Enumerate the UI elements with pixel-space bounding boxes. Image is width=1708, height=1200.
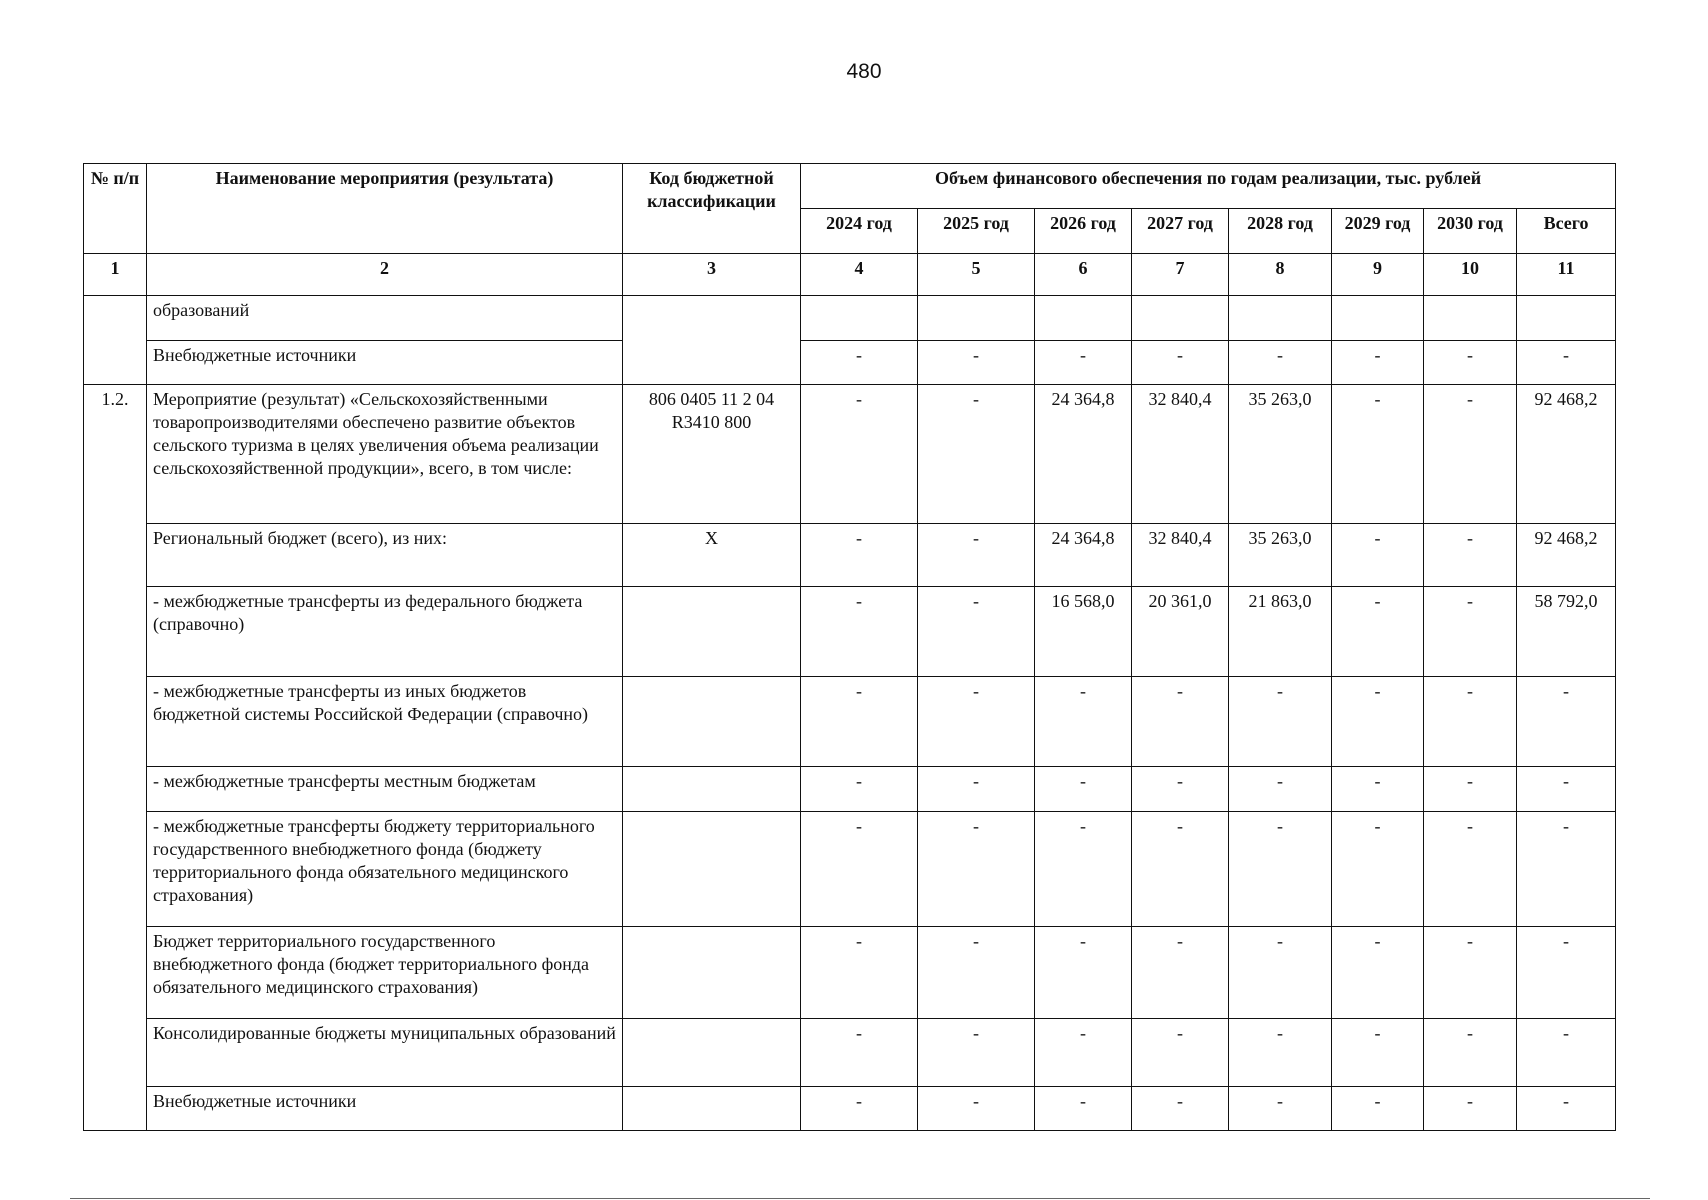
row-value: 24 364,8 bbox=[1035, 524, 1132, 587]
column-number: 8 bbox=[1229, 254, 1332, 296]
row-value: - bbox=[1332, 385, 1424, 524]
row-code bbox=[623, 812, 801, 927]
table-row bbox=[84, 927, 1616, 1019]
row-value: - bbox=[1424, 812, 1517, 927]
row-value: - bbox=[1132, 341, 1229, 385]
row-value: - bbox=[1229, 1019, 1332, 1087]
row-code bbox=[623, 1087, 801, 1131]
row-value bbox=[1229, 296, 1332, 341]
row-value: - bbox=[1424, 524, 1517, 587]
row-value: - bbox=[1424, 927, 1517, 1019]
table-row bbox=[84, 812, 1616, 927]
row-value bbox=[801, 296, 918, 341]
row-code bbox=[623, 767, 801, 812]
row-value: - bbox=[1132, 927, 1229, 1019]
row-code: 806 0405 11 2 04 R3410 800 bbox=[623, 385, 801, 524]
header-year: 2028 год bbox=[1229, 209, 1332, 254]
header-total: Всего bbox=[1517, 209, 1616, 254]
row-value: - bbox=[1035, 767, 1132, 812]
row-value bbox=[1424, 296, 1517, 341]
row-value: - bbox=[1332, 1019, 1424, 1087]
row-name: - межбюджетные трансферты местным бюджетам bbox=[147, 767, 623, 812]
row-num bbox=[84, 296, 147, 385]
row-value: - bbox=[918, 524, 1035, 587]
row-value: - bbox=[1332, 677, 1424, 767]
row-value: 32 840,4 bbox=[1132, 385, 1229, 524]
row-value: - bbox=[1035, 1087, 1132, 1131]
row-value: 32 840,4 bbox=[1132, 524, 1229, 587]
column-number: 6 bbox=[1035, 254, 1132, 296]
column-number: 1 bbox=[84, 254, 147, 296]
row-value: - bbox=[918, 927, 1035, 1019]
row-value: - bbox=[918, 812, 1035, 927]
table-row bbox=[84, 1087, 1616, 1131]
header-year: 2030 год bbox=[1424, 209, 1517, 254]
table-row bbox=[84, 767, 1616, 812]
row-value: - bbox=[1035, 677, 1132, 767]
row-value: - bbox=[1517, 1087, 1616, 1131]
row-value: - bbox=[1332, 767, 1424, 812]
row-value: - bbox=[1229, 767, 1332, 812]
row-value: 16 568,0 bbox=[1035, 587, 1132, 677]
row-value: 24 364,8 bbox=[1035, 385, 1132, 524]
row-value bbox=[1035, 296, 1132, 341]
row-value: - bbox=[1332, 587, 1424, 677]
row-value: - bbox=[1229, 927, 1332, 1019]
header-year: 2026 год bbox=[1035, 209, 1132, 254]
row-code bbox=[623, 587, 801, 677]
row-value: - bbox=[1132, 1019, 1229, 1087]
row-value: 21 863,0 bbox=[1229, 587, 1332, 677]
header-code: Код бюджетной классификации bbox=[623, 164, 801, 254]
row-value: - bbox=[1035, 812, 1132, 927]
row-value: - bbox=[801, 1087, 918, 1131]
row-value: - bbox=[801, 927, 918, 1019]
row-value: 35 263,0 bbox=[1229, 385, 1332, 524]
row-value: - bbox=[918, 1087, 1035, 1131]
row-value bbox=[918, 296, 1035, 341]
row-name: Внебюджетные источники bbox=[147, 1087, 623, 1131]
row-value: - bbox=[1132, 767, 1229, 812]
footer-divider bbox=[70, 1198, 1650, 1199]
column-number: 11 bbox=[1517, 254, 1616, 296]
column-number: 7 bbox=[1132, 254, 1229, 296]
table-row bbox=[84, 296, 1616, 341]
row-value: - bbox=[1035, 1019, 1132, 1087]
row-value: - bbox=[1132, 812, 1229, 927]
row-value: - bbox=[1517, 927, 1616, 1019]
row-value: - bbox=[801, 341, 918, 385]
row-name: - межбюджетные трансферты из федерального бюджета (справочно) bbox=[147, 587, 623, 677]
row-code bbox=[623, 677, 801, 767]
row-value: - bbox=[918, 385, 1035, 524]
row-value: 58 792,0 bbox=[1517, 587, 1616, 677]
row-value: - bbox=[1424, 385, 1517, 524]
row-value: - bbox=[918, 767, 1035, 812]
row-value: - bbox=[801, 812, 918, 927]
table-row bbox=[84, 524, 1616, 587]
table-row bbox=[84, 385, 1616, 524]
row-value: - bbox=[801, 767, 918, 812]
row-value: - bbox=[918, 677, 1035, 767]
row-value: - bbox=[801, 524, 918, 587]
row-value: 92 468,2 bbox=[1517, 385, 1616, 524]
header-volume: Объем финансового обеспечения по годам реализации, тыс. рублей bbox=[801, 164, 1616, 209]
row-code: X bbox=[623, 524, 801, 587]
row-code bbox=[623, 1019, 801, 1087]
row-value bbox=[1517, 296, 1616, 341]
row-value: 92 468,2 bbox=[1517, 524, 1616, 587]
row-value: - bbox=[1229, 812, 1332, 927]
row-value: - bbox=[1332, 1087, 1424, 1131]
budget-table bbox=[83, 163, 1616, 1131]
row-value: - bbox=[1517, 677, 1616, 767]
row-value: - bbox=[1332, 341, 1424, 385]
row-value: - bbox=[918, 1019, 1035, 1087]
row-value: - bbox=[1229, 677, 1332, 767]
row-num: 1.2. bbox=[84, 385, 147, 1131]
row-name: - межбюджетные трансферты бюджету территориального государственного внебюджетного фонда (бюджету территориального фонда обязательного медицинского страхования) bbox=[147, 812, 623, 927]
row-value: - bbox=[801, 385, 918, 524]
row-value: - bbox=[1332, 524, 1424, 587]
row-value: - bbox=[918, 341, 1035, 385]
row-value: - bbox=[1517, 812, 1616, 927]
row-value: - bbox=[1229, 341, 1332, 385]
row-value: - bbox=[1132, 1087, 1229, 1131]
row-name: Внебюджетные источники bbox=[147, 341, 623, 385]
row-name: Мероприятие (результат) «Сельскохозяйственными товаропроизводителями обеспечено развитие объектов сельского туризма в целях увеличения объема реализации сельскохозяйственной продукции», всего, в том числе: bbox=[147, 385, 623, 524]
header-num: № п/п bbox=[84, 164, 147, 254]
row-value: - bbox=[801, 587, 918, 677]
table-row bbox=[84, 1019, 1616, 1087]
row-value: - bbox=[918, 587, 1035, 677]
column-number: 2 bbox=[147, 254, 623, 296]
header-year: 2027 год bbox=[1132, 209, 1229, 254]
row-code bbox=[623, 296, 801, 385]
column-number: 10 bbox=[1424, 254, 1517, 296]
row-name: Консолидированные бюджеты муниципальных образований bbox=[147, 1019, 623, 1087]
row-value: - bbox=[1035, 927, 1132, 1019]
row-value: 35 263,0 bbox=[1229, 524, 1332, 587]
row-value: 20 361,0 bbox=[1132, 587, 1229, 677]
row-value: - bbox=[801, 1019, 918, 1087]
row-value: - bbox=[1332, 927, 1424, 1019]
row-value: - bbox=[1517, 341, 1616, 385]
row-name: - межбюджетные трансферты из иных бюджетов бюджетной системы Российской Федерации (справочно) bbox=[147, 677, 623, 767]
header-year: 2029 год bbox=[1332, 209, 1424, 254]
row-value: - bbox=[801, 677, 918, 767]
row-value: - bbox=[1424, 1087, 1517, 1131]
row-value: - bbox=[1424, 341, 1517, 385]
table-row bbox=[84, 677, 1616, 767]
header-year: 2025 год bbox=[918, 209, 1035, 254]
row-value: - bbox=[1424, 677, 1517, 767]
header-year: 2024 год bbox=[801, 209, 918, 254]
row-value: - bbox=[1517, 767, 1616, 812]
row-name: образований bbox=[147, 296, 623, 341]
row-value bbox=[1332, 296, 1424, 341]
row-code bbox=[623, 927, 801, 1019]
row-value: - bbox=[1424, 767, 1517, 812]
row-value: - bbox=[1132, 677, 1229, 767]
page-number: 480 bbox=[846, 60, 882, 83]
row-value: - bbox=[1035, 341, 1132, 385]
column-number: 4 bbox=[801, 254, 918, 296]
column-number: 3 bbox=[623, 254, 801, 296]
column-number: 5 bbox=[918, 254, 1035, 296]
row-name: Бюджет территориального государственного внебюджетного фонда (бюджет территориального фонда обязательного медицинского страхования) bbox=[147, 927, 623, 1019]
row-value: - bbox=[1332, 812, 1424, 927]
row-name: Региональный бюджет (всего), из них: bbox=[147, 524, 623, 587]
row-value: - bbox=[1229, 1087, 1332, 1131]
table-row bbox=[84, 341, 1616, 385]
row-value: - bbox=[1517, 1019, 1616, 1087]
header-name: Наименование мероприятия (результата) bbox=[147, 164, 623, 254]
row-value: - bbox=[1424, 587, 1517, 677]
column-number: 9 bbox=[1332, 254, 1424, 296]
row-value: - bbox=[1424, 1019, 1517, 1087]
row-value bbox=[1132, 296, 1229, 341]
table-row bbox=[84, 587, 1616, 677]
